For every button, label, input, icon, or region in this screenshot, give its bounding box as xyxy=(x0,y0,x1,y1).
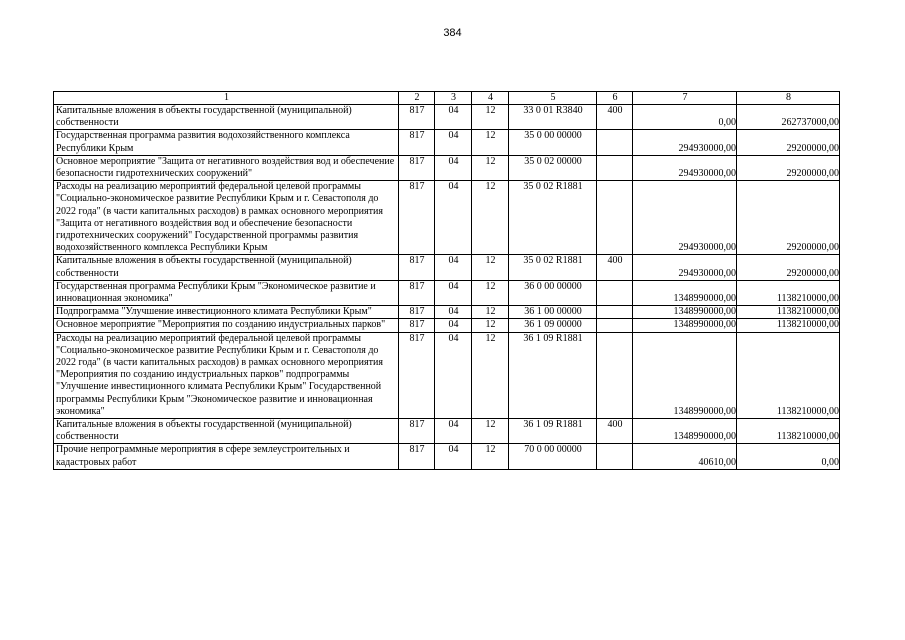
amount-cell: 0,00 xyxy=(737,444,840,469)
code-cell: 817 xyxy=(399,181,435,255)
amount-cell: 29200000,00 xyxy=(737,181,840,255)
column-header: 6 xyxy=(597,92,633,105)
code-cell: 817 xyxy=(399,155,435,180)
section-cell: 04 xyxy=(435,444,472,469)
code-cell: 817 xyxy=(399,319,435,332)
row-name-cell: Основное мероприятие "Защита от негативного воздействия вод и обеспечение безопасности гидротехнических сооружений" xyxy=(54,155,399,180)
section-cell: 04 xyxy=(435,332,472,418)
expense-type-cell xyxy=(597,306,633,319)
table-row xyxy=(54,155,840,180)
amount-cell: 29200000,00 xyxy=(737,255,840,280)
row-name-cell: Капитальные вложения в объекты государственной (муниципальной) собственности xyxy=(54,105,399,130)
expense-type-cell: 400 xyxy=(597,105,633,130)
target-article-cell: 35 0 02 R1881 xyxy=(509,255,597,280)
section-cell: 04 xyxy=(435,306,472,319)
expense-type-cell: 400 xyxy=(597,255,633,280)
section-cell: 04 xyxy=(435,280,472,305)
amount-cell: 294930000,00 xyxy=(633,181,737,255)
budget-table xyxy=(53,91,840,470)
row-name-cell: Капитальные вложения в объекты государственной (муниципальной) собственности xyxy=(54,419,399,444)
row-name-cell: Основное мероприятие "Мероприятия по созданию индустриальных парков" xyxy=(54,319,399,332)
amount-cell: 294930000,00 xyxy=(633,255,737,280)
target-article-cell: 36 1 09 R1881 xyxy=(509,419,597,444)
expense-type-cell: 400 xyxy=(597,419,633,444)
section-cell: 04 xyxy=(435,255,472,280)
amount-cell: 262737000,00 xyxy=(737,105,840,130)
table-row xyxy=(54,419,840,444)
target-article-cell: 36 0 00 00000 xyxy=(509,280,597,305)
expense-type-cell xyxy=(597,332,633,418)
table-row xyxy=(54,444,840,469)
amount-cell: 29200000,00 xyxy=(737,155,840,180)
row-name-cell: Подпрограмма "Улучшение инвестиционного климата Республики Крым" xyxy=(54,306,399,319)
row-name-cell: Государственная программа развития водохозяйственного комплекса Республики Крым xyxy=(54,130,399,155)
table-row xyxy=(54,306,840,319)
subsection-cell: 12 xyxy=(472,319,509,332)
row-name-cell: Прочие непрограммные мероприятия в сфере землеустроительных и кадастровых работ xyxy=(54,444,399,469)
table-row xyxy=(54,319,840,332)
subsection-cell: 12 xyxy=(472,130,509,155)
subsection-cell: 12 xyxy=(472,105,509,130)
code-cell: 817 xyxy=(399,419,435,444)
row-name-cell: Государственная программа Республики Крым "Экономическое развитие и инновационная экономика" xyxy=(54,280,399,305)
target-article-cell: 35 0 02 00000 xyxy=(509,155,597,180)
row-name-cell: Капитальные вложения в объекты государственной (муниципальной) собственности xyxy=(54,255,399,280)
expense-type-cell xyxy=(597,444,633,469)
table-row xyxy=(54,181,840,255)
amount-cell: 1348990000,00 xyxy=(633,306,737,319)
section-cell: 04 xyxy=(435,419,472,444)
subsection-cell: 12 xyxy=(472,332,509,418)
amount-cell: 0,00 xyxy=(633,105,737,130)
subsection-cell: 12 xyxy=(472,280,509,305)
table-header xyxy=(54,92,840,105)
expense-type-cell xyxy=(597,280,633,305)
code-cell: 817 xyxy=(399,332,435,418)
section-cell: 04 xyxy=(435,130,472,155)
amount-cell: 294930000,00 xyxy=(633,155,737,180)
expense-type-cell xyxy=(597,181,633,255)
section-cell: 04 xyxy=(435,181,472,255)
column-header: 1 xyxy=(54,92,399,105)
column-header: 2 xyxy=(399,92,435,105)
column-header: 8 xyxy=(737,92,840,105)
column-header: 5 xyxy=(509,92,597,105)
table-row xyxy=(54,130,840,155)
target-article-cell: 35 0 00 00000 xyxy=(509,130,597,155)
amount-cell: 1138210000,00 xyxy=(737,419,840,444)
expense-type-cell xyxy=(597,155,633,180)
subsection-cell: 12 xyxy=(472,444,509,469)
target-article-cell: 36 1 09 R1881 xyxy=(509,332,597,418)
amount-cell: 1348990000,00 xyxy=(633,319,737,332)
column-header: 7 xyxy=(633,92,737,105)
table-row xyxy=(54,280,840,305)
target-article-cell: 70 0 00 00000 xyxy=(509,444,597,469)
code-cell: 817 xyxy=(399,255,435,280)
code-cell: 817 xyxy=(399,280,435,305)
section-cell: 04 xyxy=(435,319,472,332)
subsection-cell: 12 xyxy=(472,306,509,319)
subsection-cell: 12 xyxy=(472,155,509,180)
table-row xyxy=(54,105,840,130)
code-cell: 817 xyxy=(399,444,435,469)
table-row xyxy=(54,332,840,418)
amount-cell: 1348990000,00 xyxy=(633,419,737,444)
amount-cell: 1138210000,00 xyxy=(737,332,840,418)
expense-type-cell xyxy=(597,130,633,155)
column-header: 3 xyxy=(435,92,472,105)
column-header: 4 xyxy=(472,92,509,105)
target-article-cell: 33 0 01 R3840 xyxy=(509,105,597,130)
target-article-cell: 36 1 09 00000 xyxy=(509,319,597,332)
amount-cell: 1138210000,00 xyxy=(737,280,840,305)
amount-cell: 1138210000,00 xyxy=(737,306,840,319)
page-number: 384 xyxy=(443,27,462,39)
target-article-cell: 36 1 00 00000 xyxy=(509,306,597,319)
subsection-cell: 12 xyxy=(472,419,509,444)
table-row xyxy=(54,255,840,280)
code-cell: 817 xyxy=(399,306,435,319)
section-cell: 04 xyxy=(435,105,472,130)
section-cell: 04 xyxy=(435,155,472,180)
code-cell: 817 xyxy=(399,105,435,130)
subsection-cell: 12 xyxy=(472,255,509,280)
amount-cell: 1348990000,00 xyxy=(633,280,737,305)
amount-cell: 294930000,00 xyxy=(633,130,737,155)
table-body xyxy=(54,105,840,470)
amount-cell: 40610,00 xyxy=(633,444,737,469)
subsection-cell: 12 xyxy=(472,181,509,255)
expense-type-cell xyxy=(597,319,633,332)
row-name-cell: Расходы на реализацию мероприятий федеральной целевой программы "Социально-экономическое развитие Республики Крым и г. Севастополя до 2022 года" (в части капитальных расходов) в рамках основного мероприятия "Мероприятия по созданию индустриальных парков" подпрограммы "Улучшение инвестиционного климата Республики Крым" Государственной программы Республики Крым "Экономическое развитие и инновационная экономика" xyxy=(54,332,399,418)
amount-cell: 29200000,00 xyxy=(737,130,840,155)
amount-cell: 1138210000,00 xyxy=(737,319,840,332)
row-name-cell: Расходы на реализацию мероприятий федеральной целевой программы "Социально-экономическое развитие Республики Крым и г. Севастополя до 2022 года" (в части капитальных расходов) в рамках основного мероприятия "Защита от негативного воздействия вод и обеспечение безопасности гидротехнических сооружений" Государственной программы развития водохозяйственного комплекса Республики Крым xyxy=(54,181,399,255)
code-cell: 817 xyxy=(399,130,435,155)
target-article-cell: 35 0 02 R1881 xyxy=(509,181,597,255)
amount-cell: 1348990000,00 xyxy=(633,332,737,418)
